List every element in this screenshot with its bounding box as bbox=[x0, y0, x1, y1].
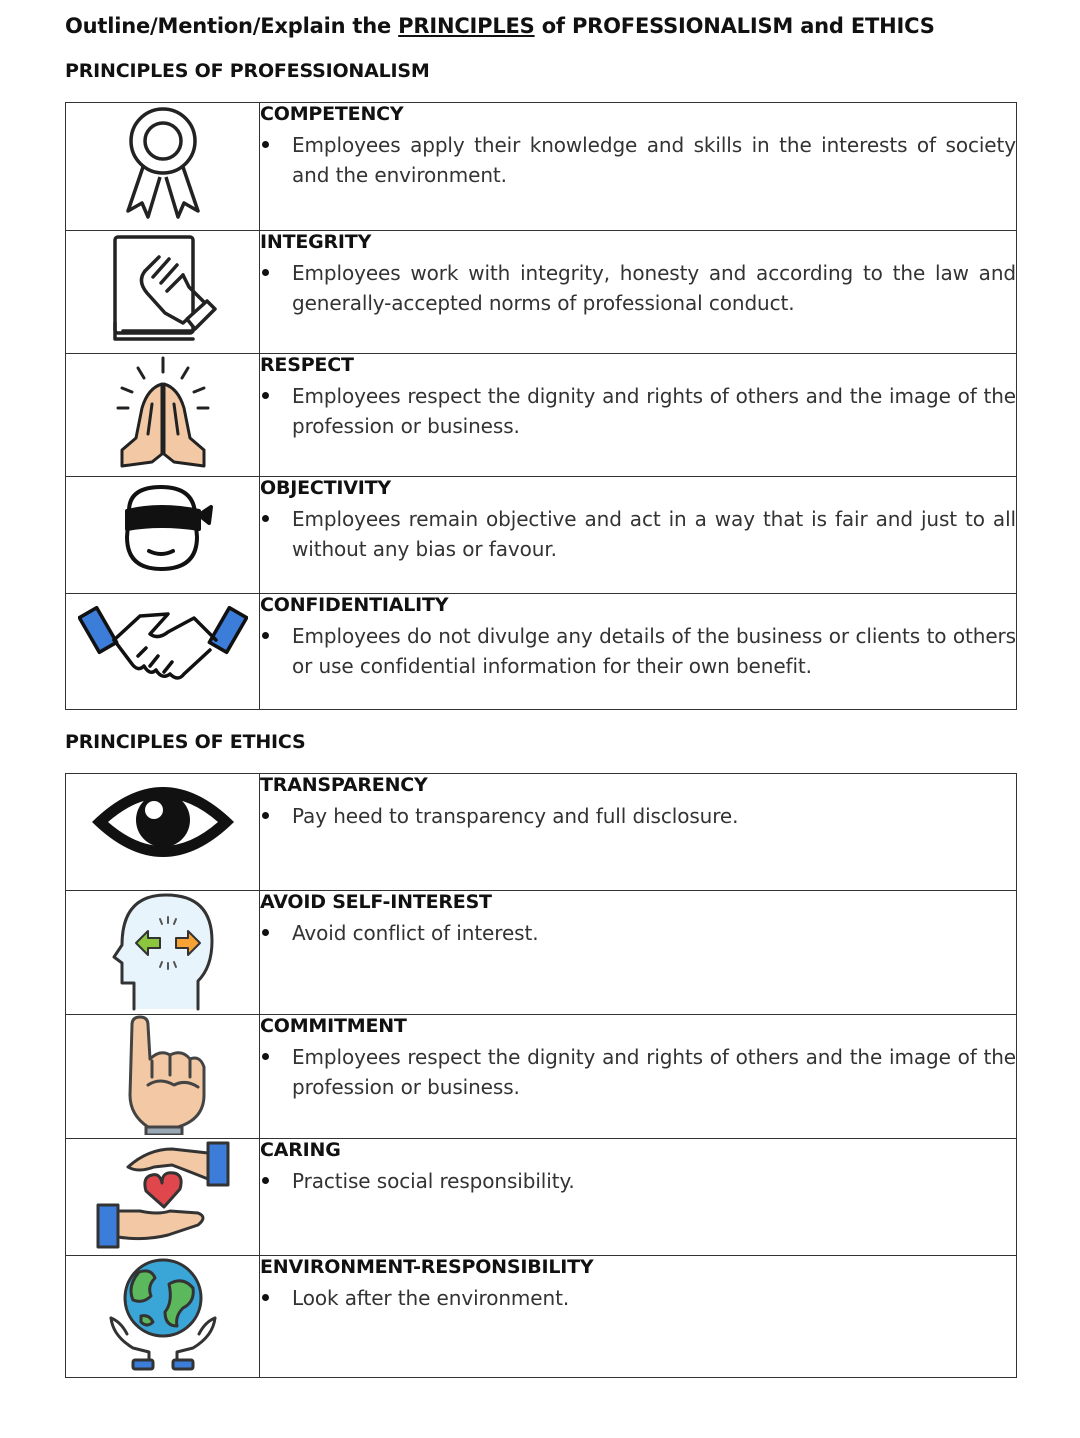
icon-cell bbox=[66, 1139, 260, 1256]
icon-cell bbox=[66, 774, 260, 891]
hands-holding-heart-icon bbox=[88, 1139, 238, 1251]
title-suffix: of PROFESSIONALISM and ETHICS bbox=[534, 14, 935, 38]
principle-name: ENVIRONMENT-RESPONSIBILITY bbox=[260, 1256, 594, 1278]
table-row bbox=[66, 1256, 1017, 1378]
icon-cell bbox=[66, 354, 260, 477]
icon-cell bbox=[66, 231, 260, 354]
award-ribbon-icon bbox=[118, 103, 208, 223]
pinky-promise-hand-icon bbox=[108, 1015, 218, 1135]
principle-description: Pay heed to transparency and full disclosure. bbox=[260, 801, 1016, 831]
blindfolded-face-icon bbox=[113, 477, 213, 577]
icon-cell bbox=[66, 103, 260, 231]
icon-cell bbox=[66, 477, 260, 594]
icon-cell bbox=[66, 1015, 260, 1139]
principle-name: COMPETENCY bbox=[260, 103, 404, 125]
table-row bbox=[66, 477, 1017, 594]
principle-description: Avoid conflict of interest. bbox=[260, 918, 1016, 948]
principle-description: Look after the environment. bbox=[260, 1283, 1016, 1313]
text-cell bbox=[260, 1015, 1017, 1139]
table-row bbox=[66, 594, 1017, 710]
principle-description: Employees apply their knowledge and skills in the interests of society and the environment. bbox=[260, 130, 1016, 190]
text-cell bbox=[260, 354, 1017, 477]
principle-description: Employees do not divulge any details of the business or clients to others or use confidential information for their own benefit. bbox=[260, 621, 1016, 681]
principle-description: Employees remain objective and act in a way that is fair and just to all without any bias or favour. bbox=[260, 504, 1016, 564]
table-row bbox=[66, 891, 1017, 1015]
principle-name: OBJECTIVITY bbox=[260, 477, 391, 499]
principle-description: Employees respect the dignity and rights of others and the image of the profession or business. bbox=[260, 381, 1016, 441]
text-cell bbox=[260, 891, 1017, 1015]
text-cell bbox=[260, 231, 1017, 354]
principle-name: RESPECT bbox=[260, 354, 354, 376]
icon-cell bbox=[66, 1256, 260, 1378]
ethics-table bbox=[65, 773, 1017, 1378]
principle-description: Practise social responsibility. bbox=[260, 1166, 1016, 1196]
table-row bbox=[66, 103, 1017, 231]
eye-icon bbox=[88, 774, 238, 870]
text-cell bbox=[260, 477, 1017, 594]
table-row bbox=[66, 774, 1017, 891]
principle-description: Employees respect the dignity and rights of others and the image of the profession or business. bbox=[260, 1042, 1016, 1102]
principle-name: TRANSPARENCY bbox=[260, 774, 428, 796]
head-conflict-arrows-icon bbox=[108, 891, 218, 1011]
icon-cell bbox=[66, 594, 260, 710]
title-prefix: Outline/Mention/Explain the bbox=[65, 14, 399, 38]
ethics-heading: PRINCIPLES OF ETHICS bbox=[65, 731, 306, 753]
professionalism-table bbox=[65, 102, 1017, 710]
text-cell bbox=[260, 594, 1017, 710]
principle-name: CARING bbox=[260, 1139, 341, 1161]
title-underlined-word: PRINCIPLES bbox=[398, 14, 535, 38]
table-row bbox=[66, 354, 1017, 477]
principle-name: INTEGRITY bbox=[260, 231, 372, 253]
text-cell bbox=[260, 1139, 1017, 1256]
principle-name: COMMITMENT bbox=[260, 1015, 407, 1037]
praying-hands-icon bbox=[108, 354, 218, 470]
principle-description: Employees work with integrity, honesty and according to the law and generally-accepted norms of professional conduct. bbox=[260, 258, 1016, 318]
text-cell bbox=[260, 103, 1017, 231]
table-row bbox=[66, 1015, 1017, 1139]
professionalism-heading: PRINCIPLES OF PROFESSIONALISM bbox=[65, 60, 430, 82]
principle-name: CONFIDENTIALITY bbox=[260, 594, 449, 616]
hand-on-book-icon bbox=[103, 231, 223, 347]
handshake-icon bbox=[78, 594, 248, 694]
principle-name: AVOID SELF-INTEREST bbox=[260, 891, 492, 913]
hands-holding-globe-icon bbox=[103, 1256, 223, 1372]
page-title bbox=[65, 14, 935, 38]
text-cell bbox=[260, 1256, 1017, 1378]
table-row bbox=[66, 1139, 1017, 1256]
table-row bbox=[66, 231, 1017, 354]
icon-cell bbox=[66, 891, 260, 1015]
text-cell bbox=[260, 774, 1017, 891]
